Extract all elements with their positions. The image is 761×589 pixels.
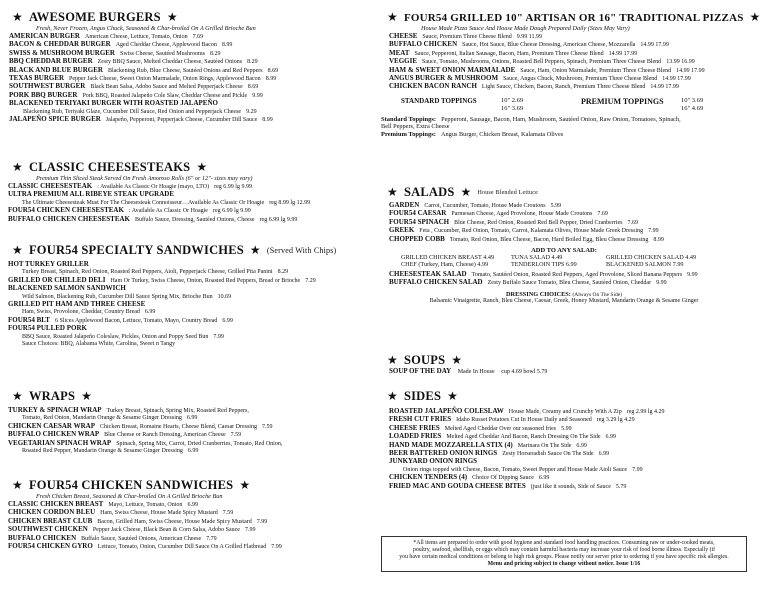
item-price: reg 3.29 lg 4.29 — [596, 417, 635, 424]
item-price: 7.99 — [256, 518, 268, 525]
item-price: 8.69 — [267, 67, 279, 74]
item-price: 9.29 — [246, 108, 257, 115]
item-name: FOUR54 CAESAR — [389, 209, 447, 218]
item-name: CHICKEN BREAST CLUB — [8, 516, 93, 525]
item-price: 7.69 — [627, 219, 638, 226]
specialty-title: FOUR54 SPECIALTY SANDWICHES — [28, 243, 244, 257]
menu-item — [381, 219, 747, 227]
item-desc: Swiss Cheese, Sautéed Mushrooms — [119, 50, 205, 57]
menu-item — [6, 309, 374, 316]
menu-item — [6, 543, 374, 551]
item-desc: Buffalo Sauce, Sautéed Onions, American Cheese — [81, 535, 202, 542]
premium-toppings-row — [381, 131, 747, 138]
menu-item — [381, 458, 747, 466]
item-price: 8.99 — [265, 76, 277, 83]
star-icon: ★ — [447, 389, 459, 403]
item-desc: Bacon, Grilled Ham, Swiss Cheese, House Made Spicy Mustard — [97, 518, 252, 525]
item-name: HAND MADE MOZZARELLA STIX (4) — [389, 440, 513, 449]
star-icon: ★ — [387, 389, 398, 403]
item-price: 6.99 — [186, 415, 198, 422]
item-price: 7.99 — [271, 544, 282, 551]
item-name: FOUR54 PULLED PORK — [8, 324, 87, 333]
star-icon: ★ — [387, 353, 398, 367]
item-desc: Jalapeño, Pepperoni, Pepperjack Cheese, Cucumber Dill Sauce — [105, 117, 258, 124]
add-item: CHEF (Turkey, Ham, Cheese) 4.99 — [401, 261, 489, 269]
item-price: 6.99 — [576, 442, 587, 449]
pizzas-list — [381, 33, 747, 92]
star-icon: ★ — [166, 10, 178, 24]
item-desc: Zesty BBQ Sauce, Melted Cheddar Cheese, Sautéed Onions — [97, 59, 243, 66]
item-name: BUFFALO CHICKEN WRAP — [8, 430, 100, 439]
pizzas-heading — [381, 10, 761, 25]
item-desc: Ham, Swiss, Provolone, Cheddar, Country Bread — [22, 309, 140, 316]
item-desc: Sauce, Premium Three Cheese Blend — [422, 34, 512, 40]
item-price: 7.59 — [222, 510, 234, 517]
item-desc: Pepper Jack Cheese, Black Bean & Corn Salsa, Adobo Sauce — [92, 527, 240, 534]
menu-item — [6, 325, 374, 333]
item-price: 8.99 — [262, 117, 273, 124]
menu-item — [381, 41, 747, 49]
item-price: 5.79 — [615, 483, 627, 490]
item-name: SOUTHWEST BURGER — [9, 82, 86, 91]
menu-item — [381, 483, 747, 491]
item-name: GRILLED PIT HAM AND THREE CHEESE — [8, 300, 146, 309]
item-price: 5.99 — [561, 425, 572, 432]
item-price: 7.99 — [632, 466, 643, 473]
item-desc: Pork BBQ, Roasted Jalapeño Cole Slaw, Cheddar Cheese and Pickle — [82, 92, 248, 99]
item-name: BACON & CHEDDAR BURGER — [9, 40, 111, 49]
item-name: HAM & SWEET ONION MARMALADE — [389, 65, 516, 74]
item-desc: Melted Aged Cheddar Over our seasoned fries — [444, 425, 557, 432]
item-price: 10.69 — [217, 293, 232, 300]
item-desc: 6 Slices Applewood Bacon, Lettuce, Tomato, Mayo, Country Bread — [54, 317, 218, 324]
salads-title: SALADS — [403, 185, 455, 199]
notice-line: Menu and pricing subject to change without notice. Issue 1/16 — [487, 561, 641, 567]
item-desc: : Available As Classic Or Hoagie (mayo, LTO) — [97, 184, 210, 190]
item-name: PORK BBQ BURGER — [9, 90, 78, 99]
item-price: 6.99 — [144, 309, 156, 316]
item-price: 14.99 17.99 — [662, 76, 691, 83]
item-name: SWISS & MUSHROOM BURGER — [9, 48, 115, 57]
item-name: CLASSIC CHICKEN BREAST — [8, 500, 104, 508]
item-desc: Chicken Breast, Romaine Hearts, Cheese Blend, Caesar Dressing — [100, 423, 257, 430]
item-desc: House Made, Creamy and Crunchy With A Zip — [508, 409, 622, 415]
item-price: 8.29 — [209, 50, 221, 57]
item-name: TEXAS BURGER — [9, 74, 65, 83]
item-name: BUFFALO CHICKEN — [8, 533, 77, 542]
burgers-heading — [6, 10, 374, 25]
item-desc: Sauce, Hot Sauce, Blue Cheese Dressing, American Cheese, Mozzarella — [462, 42, 636, 49]
item-price: 6.99 — [222, 317, 233, 324]
item-desc: Sauce, Angus Chuck, Mushroom, Premium Three Cheese Blend — [503, 76, 658, 83]
item-price: 9.99 — [656, 280, 667, 287]
menu-item — [381, 279, 747, 287]
add-row-1 — [381, 254, 747, 261]
wraps-heading — [6, 389, 374, 404]
item-name: AMERICAN BURGER — [9, 32, 80, 40]
star-icon: ★ — [387, 10, 398, 24]
item-name: FRESH CUT FRIES — [389, 415, 452, 424]
item-desc: Spinach, Spring Mix, Carrot, Dried Cranberries, Tomato, Red Onion, — [116, 440, 283, 447]
toppings-prices — [381, 97, 747, 113]
premium-list: Angus Burger, Chicken Breast, Kalamata Olives — [440, 130, 564, 138]
add-item: GRILLED CHICKEN SALAD 4.49 — [606, 254, 697, 262]
item-name: MEAT — [389, 48, 410, 57]
item-price: 6.99 — [538, 475, 550, 482]
item-desc: Wild Salmon, Blackening Rub, Cucumber Dill Sauce Spring Mix, Brioche Bun — [22, 293, 213, 300]
item-desc: Lettuce, Tomato, Onion, Cucumber Dill Sauce On A Grilled Flatbread — [97, 544, 267, 551]
menu-item — [6, 334, 374, 341]
premium-toppings-prices — [681, 97, 703, 113]
item-desc: Turkey Breast, Spinach, Spring Mix, Roasted Red Peppers, — [106, 408, 249, 414]
chicken-section — [6, 478, 374, 551]
item-price: 14.99 17.99 — [608, 50, 638, 57]
item-desc: Tomato, Sautéed Onion, Roasted Red Peppers, Aged Provolone, Sliced Banana Peppers — [471, 272, 683, 279]
item-name: CHEESE FRIES — [389, 423, 440, 432]
soups-section — [381, 353, 747, 376]
item-desc: Tomato, Red Onion, Bleu Cheese, Bacon, Hard Boiled Egg, Bleu Cheese Dressing — [449, 236, 649, 243]
item-name: CHEESESTEAK SALAD — [389, 270, 467, 279]
item-name: BUFFALO CHICKEN SALAD — [389, 278, 483, 287]
menu-item — [381, 236, 747, 244]
star-icon: ★ — [12, 389, 23, 403]
star-icon: ★ — [12, 160, 23, 174]
dressing-heading — [381, 291, 747, 298]
item-name: ULTRA PREMIUM ALL RIBEYE STEAK UPGRADE — [8, 190, 175, 199]
item-desc: The Ultimate Cheesesteak Must For The Cheesesteak Connoisseur…Available As Classic Or Hoagie — [22, 199, 265, 206]
wraps-section — [6, 389, 374, 455]
item-desc: Onion rings topped with Cheese, Bacon, Tomato, Sweet Pepper and House Made Aioli Sauce — [403, 466, 628, 473]
item-name: ROASTED JALAPEÑO COLESLAW — [389, 407, 504, 415]
item-name: GARDEN — [389, 201, 420, 209]
notice-line: you have certain medical conditions or belong to high risk groups. Please notify our server prior to ordering if you have specific risk allergies. — [399, 554, 729, 560]
sides-heading — [381, 389, 747, 404]
menu-item — [7, 116, 374, 124]
specialty-heading — [6, 243, 374, 258]
item-price: 8.29 — [277, 269, 289, 276]
standard-price-16: 16" 3.69 — [501, 104, 524, 112]
item-price: 5.99 — [550, 203, 562, 209]
item-price: 9.99 — [687, 272, 698, 279]
menu-item — [6, 285, 374, 293]
item-desc: Black Bean Salsa, Adobo Sauce and Melted Pepperjack Cheese — [90, 84, 243, 91]
item-price: 14.99 17.99 — [676, 67, 705, 74]
sides-list — [381, 408, 747, 491]
standard-list-label: Standard Toppings: — [381, 115, 437, 123]
premium-price-16: 16" 4.69 — [681, 104, 704, 112]
item-desc: Aged Cheddar Cheese, Applewood Bacon — [115, 42, 217, 49]
add-item: GRILLED CHICKEN BREAST 4.49 — [401, 254, 495, 262]
item-desc: BBQ Sauce, Roasted Jalapeño Coleslaw, Pickles, Onion and Poppy Seed Bun — [22, 333, 209, 340]
specialty-note: (Served With Chips) — [266, 246, 337, 255]
item-name: CHICKEN TENDERS (4) — [389, 473, 468, 482]
item-desc: : Available As Classic Or Hoagie — [128, 208, 208, 215]
item-price: 6.99 — [598, 451, 610, 458]
item-price: 8.99 — [653, 236, 664, 243]
item-price: 7.69 — [192, 34, 204, 40]
star-icon: ★ — [460, 185, 472, 199]
premium-list-label: Premium Toppings: — [381, 130, 436, 138]
item-name: JUNKYARD ONION RINGS — [389, 457, 478, 466]
item-desc: Sauce, Pepperoni, Italian Sausage, Bacon, Ham, Premium Three Cheese Blend — [414, 50, 604, 57]
item-price: 7.29 — [305, 277, 316, 284]
pizzas-section — [381, 10, 761, 138]
chicken-subtitle: Fresh Chicken Breast, Seasoned & Char-broiled On A Grilled Brioche Bun — [36, 493, 223, 500]
wraps-title: WRAPS — [28, 389, 76, 403]
burgers-subtitle: Fresh, Never Frozen, Angus Chuck, Seasoned & Char-broiled On A Grilled Brioche Bun — [36, 25, 256, 32]
item-desc: Carrot, Cucumber, Tomato, House Made Croutons — [424, 203, 546, 209]
soups-heading — [381, 353, 747, 368]
item-price: 14.99 17.99 — [650, 84, 679, 91]
item-name: CHOPPED COBB — [389, 234, 445, 243]
item-desc: Tomato, Red Onion, Mandarin Orange & Sesame Ginger Dressing — [22, 415, 182, 422]
dressing-title: DRESSING CHOICES: — [505, 290, 571, 298]
item-name: FOUR54 BLT — [8, 315, 50, 324]
item-price: 6.99 — [605, 434, 617, 441]
standard-toppings-row — [381, 116, 747, 123]
star-icon: ★ — [239, 478, 251, 492]
item-name: BLACKENED SALMON SANDWICH — [8, 284, 126, 293]
chicken-title: FOUR54 CHICKEN SANDWICHES — [28, 478, 234, 492]
item-price: reg 8.99 lg 12.99 — [269, 199, 311, 206]
item-desc: Marinara On The Side — [517, 442, 572, 449]
item-price: 13.99 16.99 — [666, 59, 695, 66]
item-price: 7.79 — [206, 535, 217, 542]
item-desc: Feta , Cucumber, Red Onion, Tomato, Carrot, Kalamata Olives, House Made Greek Dressing — [419, 228, 644, 235]
menu-item — [7, 100, 374, 108]
item-desc: Parmesan Cheese, Aged Provolone, House Made Croutons — [451, 211, 593, 218]
add-item: BLACKENED SALMON 7.99 — [606, 261, 684, 269]
cheesesteaks-heading — [6, 160, 374, 175]
item-desc: American Cheese, Lettuce, Tomato, Onion — [84, 34, 188, 40]
item-desc: Sauce Choices: BBQ, Alabama White, Carolina, Sweet n Tangy — [22, 341, 176, 348]
item-name: FOUR54 SPINACH — [389, 217, 450, 226]
item-name: VEGETARIAN SPINACH WRAP — [8, 438, 112, 447]
item-name: CHICKEN CAESAR WRAP — [8, 421, 95, 430]
star-icon: ★ — [249, 243, 261, 257]
specialty-list — [6, 261, 374, 348]
star-icon: ★ — [451, 353, 463, 367]
menu-item — [6, 191, 374, 199]
star-icon: ★ — [387, 185, 398, 199]
item-price: 8.99 — [221, 42, 233, 49]
soup-row — [381, 368, 747, 376]
item-name: CHEESE — [389, 32, 418, 40]
item-price: 7.99 — [244, 527, 256, 534]
star-icon: ★ — [12, 243, 23, 257]
standard-toppings-label: STANDARD TOPPINGS — [401, 96, 477, 105]
standard-toppings-block — [381, 97, 501, 113]
item-name: BUFFALO CHICKEN — [389, 40, 458, 49]
item-name: HOT TURKEY GRILLER — [8, 260, 89, 268]
salads-extra-list — [381, 271, 747, 288]
standard-price-10: 10" 2.69 — [501, 96, 524, 104]
item-desc: Blue Cheese, Red Onion, Roasted Red Bell Pepper, Dried Cranberries — [454, 219, 623, 226]
dressing-note: (Always On The Side) — [572, 291, 623, 298]
star-icon: ★ — [12, 478, 23, 492]
item-price: reg 6.99 lg 9.99 — [259, 216, 298, 223]
item-name: TURKEY & SPINACH WRAP — [8, 406, 102, 414]
item-name: FRIED MAC AND GOUDA CHEESE BITES — [389, 481, 526, 490]
soup-name: SOUP OF THE DAY — [389, 367, 452, 375]
item-desc: Pepper Jack Cheese, Sweet Onion Marmalade, Onion Rings, Applewood Bacon — [69, 76, 261, 83]
menu-item — [381, 83, 747, 91]
item-desc: Buffalo Sauce, Dressing, Sautéed Onions, Cheese — [135, 216, 255, 223]
menu-item — [6, 216, 374, 224]
star-icon: ★ — [81, 389, 93, 403]
item-price: 7.59 — [230, 432, 242, 439]
standard-list: Pepperoni, Sausage, Bacon, Ham, Mushroom, Sautéed Onion, Raw Onion, Tomatoes, Spinach, — [441, 115, 681, 123]
item-name: CLASSIC CHEESESTEAK — [8, 182, 93, 190]
item-name: CHICKEN BACON RANCH — [389, 82, 477, 91]
item-name: GREEK — [389, 226, 415, 235]
pizzas-subtitle: House Made Pizza Sauce And House Made Dough Prepared Daily (Sizes May Vary) — [421, 25, 630, 32]
specialty-section — [6, 243, 374, 348]
item-desc: Zesty Horseradish Sauce On The Side — [502, 451, 594, 458]
item-desc: Sauce, Tomato, Mushrooms, Onions, Roasted Bell Peppers, Spinach, Premium Three Cheese Blend — [422, 59, 662, 66]
add-item: TUNA SALAD 4.49 — [511, 254, 563, 262]
cheesesteaks-section — [6, 160, 374, 224]
item-price: 7.69 — [597, 211, 608, 218]
standard-toppings-prices — [501, 97, 581, 113]
item-name: SOUTHWEST CHICKEN — [8, 525, 88, 534]
pizzas-title: FOUR54 GRILLED 10" ARTISAN OR 16" TRADITIONAL PIZZAS — [403, 11, 744, 24]
add-row-2 — [381, 261, 747, 268]
item-price: 9.99 11.99 — [516, 34, 543, 40]
item-desc: Melted Aged Cheddar And Bacon, Ranch Dressing On The Side — [446, 434, 601, 441]
notice-line: *All items are prepared to order with good hygiene and standard food handling practices. Consuming raw or under-cooked meats, — [413, 540, 715, 546]
cheesesteaks-title: CLASSIC CHEESESTEAKS — [28, 160, 191, 174]
chicken-list — [6, 501, 374, 551]
item-desc: Turkey Breast, Spinach, Red Onion, Roasted Red Peppers, Aioli, Pepperjack Cheese, Grilled Pita Panini — [22, 269, 273, 276]
item-desc: Blackening Rub, Blue Cheese, Sautéed Onions and Red Peppers — [107, 67, 263, 74]
item-name: BLACKENED TERIYAKI BURGER WITH ROASTED JALAPEÑO — [9, 99, 218, 108]
menu-item — [6, 407, 374, 415]
menu-item — [6, 440, 374, 448]
wraps-list — [6, 407, 374, 455]
burgers-title: AWESOME BURGERS — [28, 10, 161, 24]
add-item: TENDERLOIN TIPS 6.99 — [511, 261, 577, 269]
premium-toppings-block — [581, 97, 681, 113]
item-name: BLACK AND BLUE BURGER — [9, 65, 103, 74]
star-icon: ★ — [749, 10, 761, 24]
salads-list — [381, 202, 747, 244]
star-icon: ★ — [196, 160, 208, 174]
item-desc: Blue Cheese or Ranch Dressing, American Cheese — [104, 432, 226, 439]
item-name: GRILLED OR CHILLED DELI — [8, 275, 106, 284]
item-name: JALAPEÑO SPICE BURGER — [9, 115, 101, 124]
item-name: BBQ CHEDDAR BURGER — [9, 57, 93, 66]
cheesesteaks-list — [6, 183, 374, 224]
item-name: FOUR54 CHICKEN CHEESESTEAK — [8, 206, 124, 215]
item-name: BEER BATTERED ONION RINGS — [389, 449, 498, 458]
item-price: 6.99 — [187, 448, 199, 455]
soup-price: cup 4.69 bowl 5.79 — [501, 369, 548, 375]
item-desc: Blackening Rub, Teriyaki Glaze, Cucumber Dill Sauce, Red Onion and Pepperjack Cheese — [23, 108, 242, 115]
sides-section — [381, 389, 747, 491]
salads-heading — [381, 185, 747, 200]
chicken-heading — [6, 478, 374, 493]
item-name: BUFFALO CHICKEN CHEESESTEAK — [8, 214, 131, 223]
standard-list-cont: Bell Peppers, Extra Cheese — [381, 123, 450, 131]
dressing-list: Balsamic Vinaigrette, Ranch, Bleu Cheese, Caesar, Greek, Honey Mustard, Mandarin Orange & Sesame Ginger — [429, 297, 699, 304]
item-desc: Mayo, Lettuce, Tomato, Onion — [108, 502, 183, 508]
sides-title: SIDES — [403, 389, 442, 403]
item-desc: Light Sauce, Chicken, Bacon, Ranch, Premium Three Cheese Blend — [481, 84, 646, 91]
item-price: reg 6.99 lg 9.99 — [214, 184, 252, 190]
item-desc: (just like it sounds, Side of Sauce — [530, 483, 611, 490]
item-desc: Ham, Swiss Cheese, House Made Spicy Mustard — [100, 510, 218, 517]
item-desc: Ham Or Turkey, Swiss Cheese, Onion, Roasted Red Peppers, Bread or Brioche — [110, 277, 301, 284]
item-price: 14.99 17.99 — [640, 42, 669, 49]
item-price: 6.99 — [187, 502, 198, 508]
item-price: 8.29 — [247, 59, 258, 66]
item-desc: Roasted Red Pepper, Mandarin Orange & Sesame Ginger Dressing — [22, 448, 183, 455]
premium-toppings-label: PREMIUM TOPPINGS — [581, 96, 664, 106]
item-name: ANGUS BURGER & MUSHROOM — [389, 74, 499, 83]
menu-item — [6, 261, 374, 269]
item-desc: Sauce, Ham, Onion Marmalade, Premium Three Cheese Blend — [520, 67, 672, 74]
item-price: reg 6.99 lg 9.99 — [212, 208, 251, 215]
item-price: 9.99 — [252, 92, 263, 99]
notice-line: poultry, seafood, shellfish, or eggs which may contain harmful bacteria may increase your risk of food borne illness. Especially (if — [412, 547, 716, 553]
item-name: LOADED FRIES — [389, 432, 442, 441]
item-price: 7.59 — [261, 423, 273, 430]
menu-item — [6, 448, 374, 455]
cheesesteaks-subtitle: Premium Thin Sliced Steak Served On Fresh Amoroso Rolls (6" or 12"- sizes may vary) — [36, 175, 253, 182]
item-price: 8.69 — [247, 84, 259, 91]
burgers-section — [6, 10, 374, 124]
burgers-list — [6, 33, 374, 124]
item-name: VEGGIE — [389, 57, 418, 66]
menu-item — [6, 341, 374, 348]
item-price: reg 2.99 lg 4.29 — [626, 409, 665, 415]
item-name: CHICKEN CORDON BLEU — [8, 508, 96, 517]
add-to-salad-title: ADD TO ANY SALAD: — [531, 247, 597, 255]
food-safety-notice — [381, 536, 747, 572]
salads-section — [381, 185, 747, 305]
star-icon: ★ — [12, 10, 23, 24]
item-name: FOUR54 CHICKEN GYRO — [8, 542, 93, 551]
menu-item — [6, 301, 374, 309]
item-price: 7.99 — [648, 228, 659, 235]
item-desc: Choice Of Dipping Sauce — [472, 475, 534, 482]
menu-item — [381, 50, 747, 58]
premium-price-10: 10" 3.69 — [681, 96, 704, 104]
item-desc: Zesty Buffalo Sauce Tomato, Bleu Cheese, Sautéed Onion, Cheddar — [487, 280, 652, 287]
item-desc: Idaho Russet Potatoes Cut In House Daily and Seasoned — [456, 417, 592, 424]
soups-title: SOUPS — [403, 353, 446, 367]
soup-desc: Made In House — [457, 369, 495, 375]
salads-note: House Blended Lettuce — [477, 189, 538, 196]
item-price: 7.99 — [213, 333, 224, 340]
